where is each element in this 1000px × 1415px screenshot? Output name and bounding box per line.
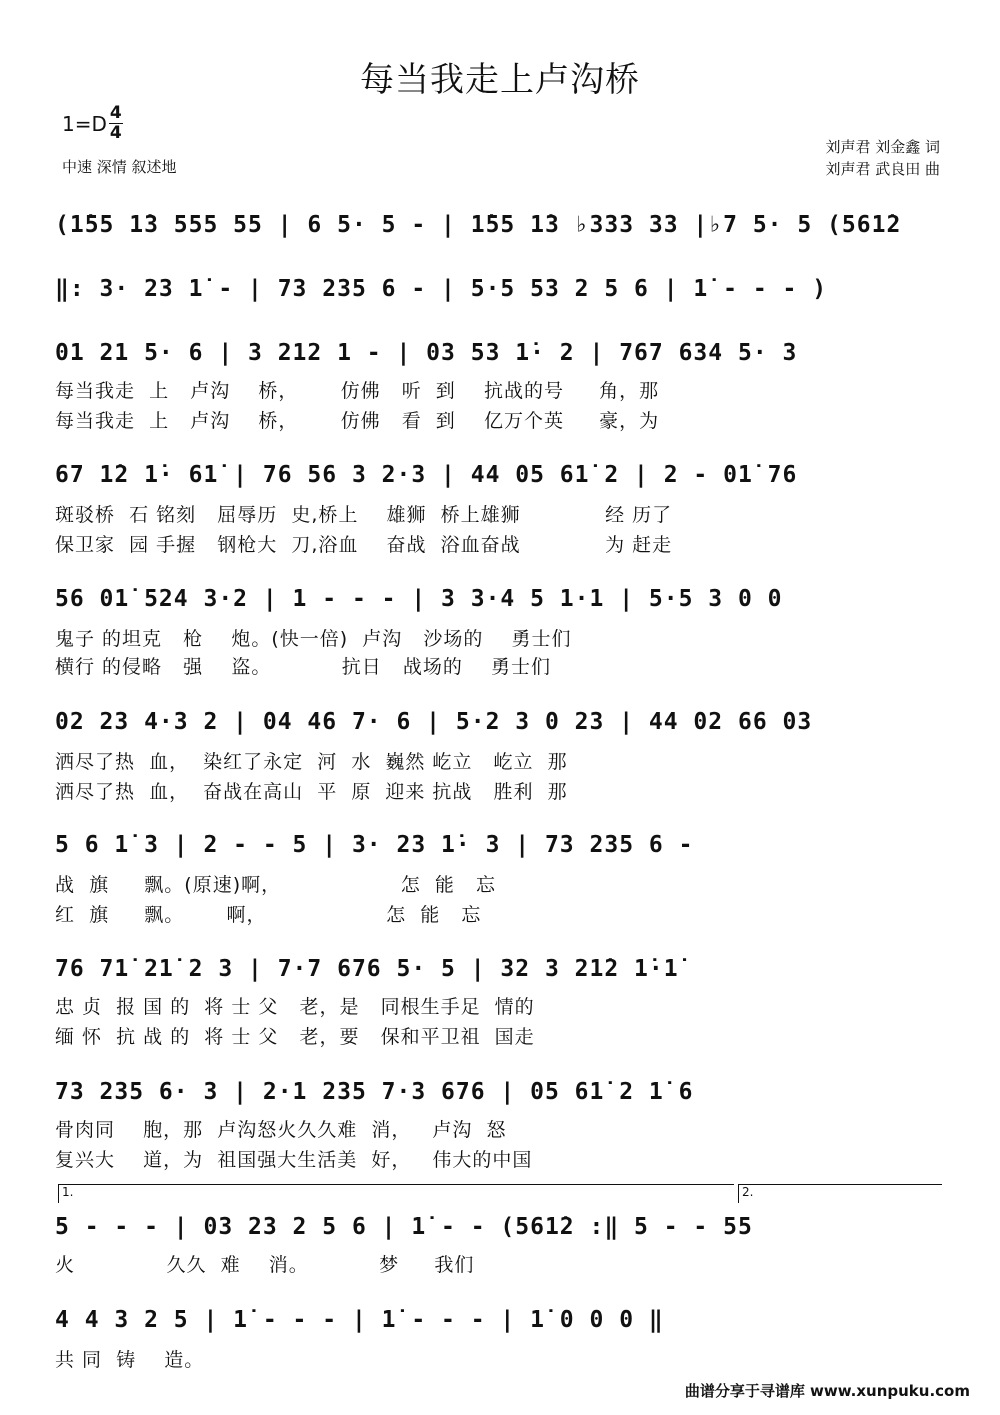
lyric-verse-2: 复兴大 道，为 祖国强大生活美 好， 伟大的中国 — [55, 1149, 533, 1171]
lyric-verse-1: 火 久久 难 消。 梦 我们 — [55, 1254, 475, 1276]
note-line: 56 01̇ 524 3·2 | 1 - - - | 3 3·4 5 1·1 | 5·5 3 0 0 — [55, 586, 798, 612]
note-line: (1̇55 1̇3 555 55 | 6 5· 5 - | 1̇55 1̇3 ♭333 33 |♭7 5· 5 (561̇2 — [55, 212, 902, 238]
source-watermark: 曲谱分享于寻谱库 www.xunpuku.com — [684, 1382, 970, 1400]
credits — [825, 136, 940, 180]
lyric-verse-2: 保卫家 园 手握 钢枪大 刀,浴血 奋战 浴血奋战 为 赶走 — [55, 534, 673, 556]
lyricist-credit: 刘声君 刘金鑫 词 — [825, 138, 940, 156]
lyric-verse-2: 横行 的侵略 强 盗。 抗日 战场的 勇士们 — [55, 656, 551, 678]
note-line: 67 1̇2 1̇· 61̇ | 76 56 3 2·3 | 44 05 61̇ 2 | 2 - 01̇ 76 — [55, 462, 813, 488]
lyric-verse-1: 鬼子 的坦克 枪 炮。(快一倍) 卢沟 沙场的 勇士们 — [55, 628, 572, 650]
lyric-verse-1: 共 同 铸 造。 — [55, 1349, 205, 1371]
lyric-verse-2: 缅 怀 抗 战 的 将 士 父 老，要 保和平卫祖 国走 — [55, 1026, 535, 1048]
song-title: 每当我走上卢沟桥 — [360, 60, 640, 100]
lyric-verse-1: 斑驳桥 石 铭刻 屈辱历 史,桥上 雄狮 桥上雄狮 经 历了 — [55, 504, 673, 526]
volta-2: 2. — [738, 1184, 942, 1203]
note-line: 76 71̇ 21̇ 2 3 | 7·7 676 5· 5 | 32 3 21̇2 1̇·1̇ — [55, 956, 694, 982]
composer-credit: 刘声君 武良田 曲 — [825, 160, 940, 178]
key-label: 1=D — [62, 111, 107, 136]
lyric-verse-2: 洒尽了热 血， 奋战在高山 平 原 迎来 抗战 胜利 那 — [55, 781, 568, 803]
lyric-verse-1: 骨肉同 胞，那 卢沟怒火久久难 消， 卢沟 怒 — [55, 1119, 507, 1141]
note-line: 5 6 1̇ 3 | 2 - - 5 | 3· 23 1̇· 3 | 73 235 6 - — [55, 832, 709, 858]
volta-1: 1. — [58, 1184, 734, 1203]
lyric-verse-2: 每当我走 上 卢沟 桥， 仿佛 看 到 亿万个英 豪，为 — [55, 410, 660, 432]
note-line: 01 21 5· 6 | 3 212 1 - | 03 53 1̇· 2 | 767 634 5· 3 — [55, 340, 813, 366]
note-line: 5 - - - | 03 23 2 5 6 | 1̇ - - (561̇2 :‖ 5 - - 55 — [55, 1214, 768, 1240]
time-signature — [109, 104, 123, 143]
lyric-verse-1: 每当我走 上 卢沟 桥， 仿佛 听 到 抗战的号 角，那 — [55, 380, 660, 402]
time-signature-top: 4 — [109, 103, 122, 123]
note-line: ‖: 3· 23 1̇ - | 73 235 6 - | 5·5 53 2 5 6 | 1̇ - - - ) — [55, 276, 842, 302]
time-signature-bottom: 4 — [109, 123, 122, 143]
note-line: 4 4 3 2 5 | 1̇ - - - | 1̇ - - - | 1̇ 0 0 0 ‖ — [55, 1307, 664, 1333]
key-signature — [62, 104, 123, 143]
tempo-marking: 中速 深情 叙述地 — [62, 158, 177, 176]
lyric-verse-1: 洒尽了热 血， 染红了永定 河 水 巍然 屹立 屹立 那 — [55, 751, 568, 773]
lyric-verse-2: 红 旗 飘。 啊， 怎 能 忘 — [55, 904, 482, 926]
note-line: 73 235 6· 3 | 2·1 235 7·3 676 | 05 61̇ 2 1̇ 6 — [55, 1079, 709, 1105]
lyric-verse-1: 战 旗 飘。(原速)啊， 怎 能 忘 — [55, 874, 496, 896]
note-line: 02 23 4·3 2 | 04 46 7· 6 | 5·2 3 0 23 | 44 02 66 03 — [55, 709, 828, 735]
lyric-verse-1: 忠 贞 报 国 的 将 士 父 老，是 同根生手足 情的 — [55, 996, 535, 1018]
